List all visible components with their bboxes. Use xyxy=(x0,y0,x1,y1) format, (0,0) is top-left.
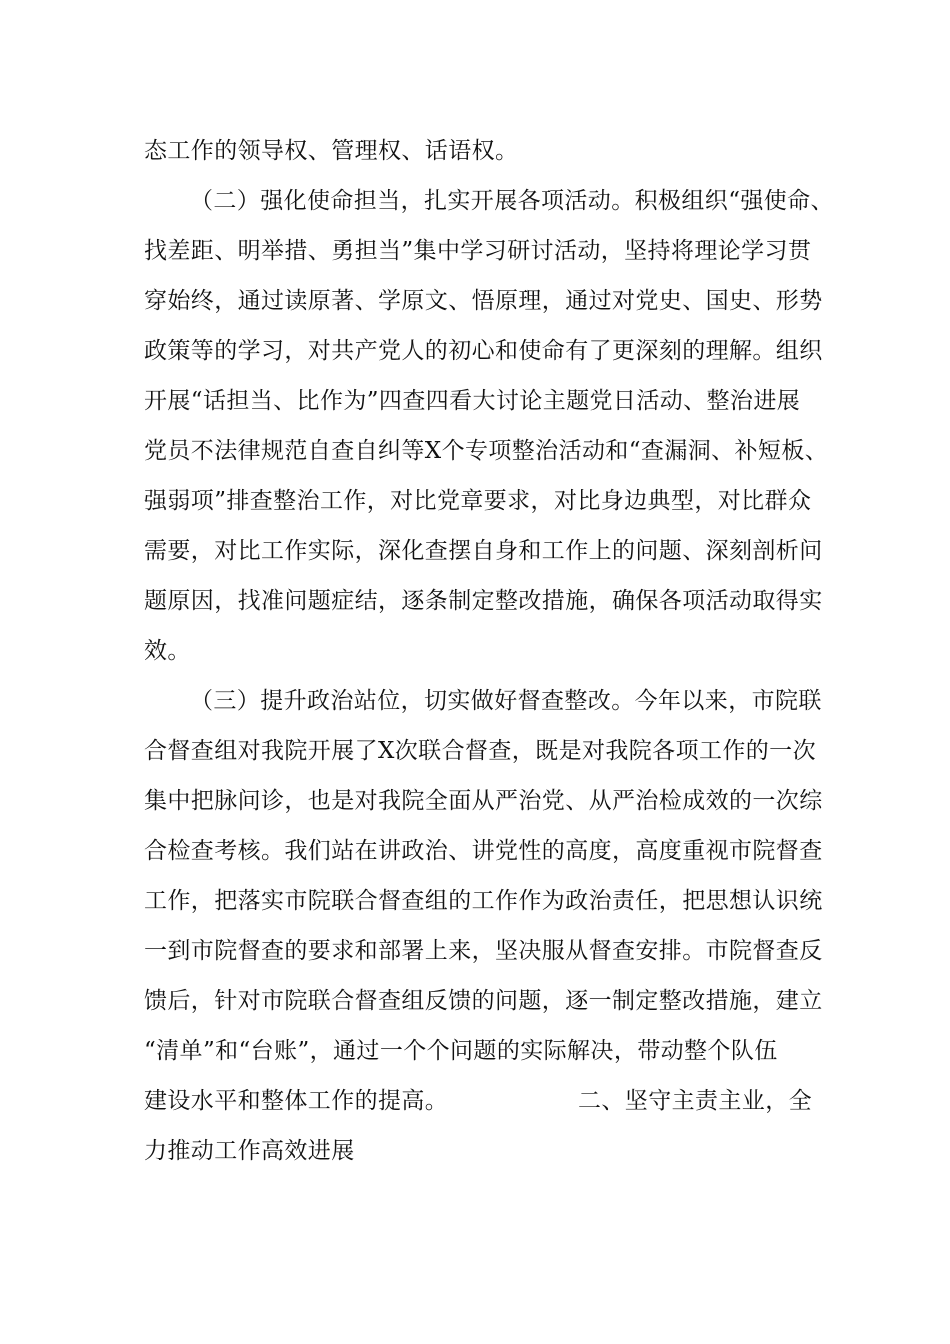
text-line: “清单”和“台账”，通过一个个问题的实际解决，带动整个队伍 xyxy=(144,1038,778,1064)
paragraph-heading-3: （三）提升政治站位，切实做好督查整改。今年以来，市院联 xyxy=(190,688,822,714)
text-line: 合督查组对我院开展了X次联合督查，既是对我院各项工作的一次 xyxy=(144,738,816,764)
paragraph-heading-2: （二）强化使命担当，扎实开展各项活动。积极组织“强使命、 xyxy=(190,188,834,214)
text-line: 态工作的领导权、管理权、话语权。 xyxy=(144,138,519,164)
text-line: 穿始终，通过读原著、学原文、悟原理，通过对党史、国史、形势 xyxy=(144,288,823,314)
text-line: 党员不法律规范自查自纠等X个专项整治活动和“查漏洞、补短板、 xyxy=(144,438,829,464)
text-line: 集中把脉问诊，也是对我院全面从严治党、从严治检成效的一次综 xyxy=(144,788,823,814)
text-line: 效。 xyxy=(144,638,191,664)
text-line: 需要，对比工作实际，深化查摆自身和工作上的问题、深刻剖析问 xyxy=(144,538,823,564)
text-line: 馈后，针对市院联合督查组反馈的问题，逐一制定整改措施，建立 xyxy=(144,988,823,1014)
text-line: 建设水平和整体工作的提高。 xyxy=(144,1088,449,1114)
section-heading-part: 二、坚守主责主业，全 xyxy=(578,1088,812,1114)
text-line: 找差距、明举措、勇担当”集中学习研讨活动，坚持将理论学习贯 xyxy=(144,238,812,264)
text-line: 一到市院督查的要求和部署上来，坚决服从督查安排。市院督查反 xyxy=(144,938,823,964)
text-line: 政策等的学习，对共产党人的初心和使命有了更深刻的理解。组织 xyxy=(144,338,823,364)
section-heading-continued: 力推动工作高效进展 xyxy=(144,1138,355,1164)
text-line: 强弱项”排查整治工作，对比党章要求，对比身边典型，对比群众 xyxy=(144,488,812,514)
text-line: 工作，把落实市院联合督查组的工作作为政治责任，把思想认识统 xyxy=(144,888,823,914)
text-line: 开展“话担当、比作为”四查四看大讨论主题党日活动、整治进展 xyxy=(144,388,801,414)
text-line: 合检查考核。我们站在讲政治、讲党性的高度，高度重视市院督查 xyxy=(144,838,823,864)
text-line: 题原因，找准问题症结，逐条制定整改措施，确保各项活动取得实 xyxy=(144,588,823,614)
